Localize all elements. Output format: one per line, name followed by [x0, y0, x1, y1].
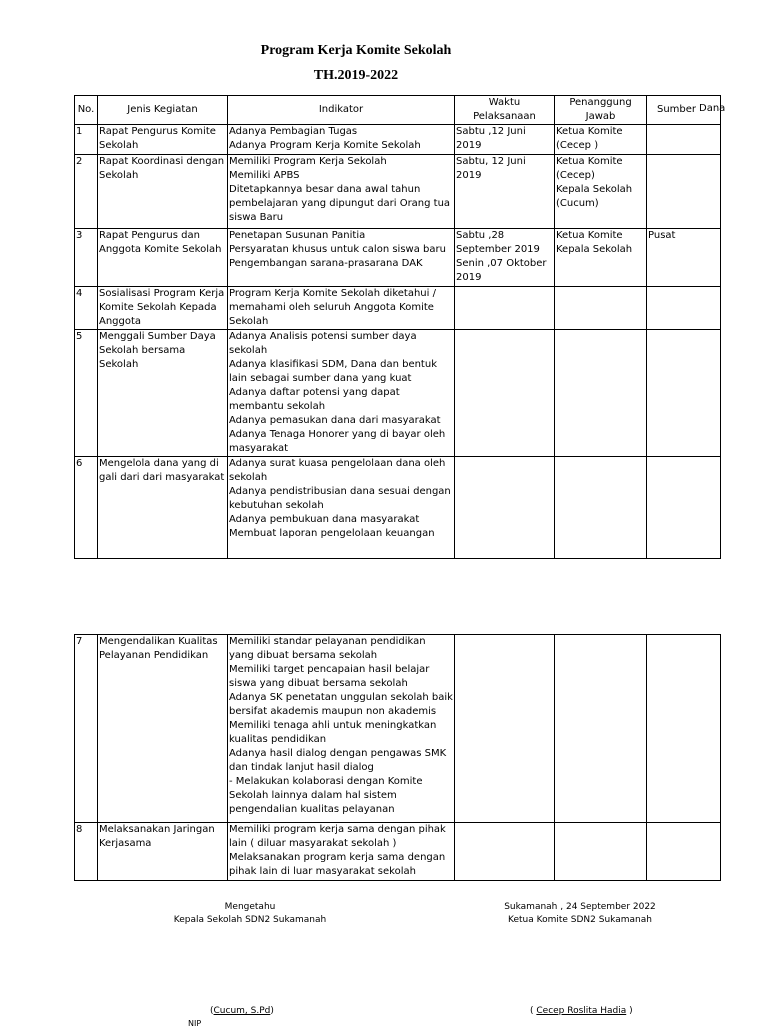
row-indikator	[228, 635, 455, 823]
signature-left-position: Kepala Sekolah SDN2 Sukamanah	[173, 915, 327, 925]
row-indikator-line: Adanya Tenaga Honorer yang di bayar oleh masyarakat	[229, 429, 446, 454]
row-indikator-line: Pengembangan sarana-prasarana DAK	[229, 258, 423, 269]
row-penanggung-jawab-line: Kepala Sekolah	[556, 244, 633, 255]
row-indikator	[228, 457, 455, 559]
row-waktu-pelaksanaan	[455, 635, 555, 823]
document-subtitle: TH.2019-2022	[313, 68, 399, 83]
row-indikator	[228, 287, 455, 330]
row-number: 5	[75, 330, 98, 457]
row-sumber-dana	[647, 330, 721, 457]
signature-left-name: (Cucum, S.Pd)	[210, 1006, 274, 1016]
row-indikator-line: Adanya pendistribusian dana sesuai dengan kebutuhan sekolah	[229, 486, 451, 511]
table-row	[75, 287, 721, 330]
row-number: 8	[75, 823, 98, 881]
row-jenis-kegiatan: Melaksanakan Jaringan Kerjasama	[98, 823, 228, 881]
row-indikator	[228, 229, 455, 287]
row-indikator-line: Penetapan Susunan Panitia	[229, 230, 366, 241]
row-indikator-line: Memiliki standar pelayanan pendidikan yang dibuat bersama sekolah	[229, 636, 426, 661]
row-waktu-pelaksanaan	[455, 287, 555, 330]
row-penanggung-jawab-line: (Cecep)	[556, 170, 595, 181]
row-penanggung-jawab	[555, 125, 647, 155]
row-waktu-pelaksanaan: Sabtu ,28 September 2019 Senin ,07 Oktober 2019	[455, 229, 555, 287]
row-jenis-kegiatan: Mengendalikan Kualitas Pelayanan Pendidikan	[98, 635, 228, 823]
row-indikator-line: Membuat laporan pengelolaan keuangan	[229, 528, 435, 539]
row-jenis-kegiatan: Sosialisasi Program Kerja Komite Sekolah Kepada Anggota	[98, 287, 228, 330]
row-penanggung-jawab	[555, 229, 647, 287]
row-number: 3	[75, 229, 98, 287]
table-row	[75, 155, 721, 229]
row-indikator-line: Memiliki APBS	[229, 170, 300, 181]
row-sumber-dana: Pusat	[647, 229, 721, 287]
row-indikator-line: Adanya pemasukan dana dari masyarakat	[229, 415, 441, 426]
row-indikator-line: Memiliki Program Kerja Sekolah	[229, 156, 387, 167]
table-row	[75, 229, 721, 287]
header-jenis-kegiatan: Jenis Kegiatan	[98, 96, 228, 125]
row-penanggung-jawab-line: Ketua Komite	[556, 156, 623, 167]
row-sumber-dana	[647, 155, 721, 229]
row-jenis-kegiatan: Menggali Sumber Daya Sekolah bersama Sekolah	[98, 330, 228, 457]
row-sumber-dana	[647, 457, 721, 559]
row-indikator-line: Adanya klasifikasi SDM, Dana dan bentuk lain sebagai sumber dana yang kuat	[229, 359, 437, 384]
row-indikator-line: Memiliki target pencapaian hasil belajar siswa yang dibuat bersama sekolah	[229, 664, 430, 689]
row-indikator-line: Adanya Pembagian Tugas	[229, 126, 358, 137]
row-sumber-dana	[647, 823, 721, 881]
row-indikator-line: Program Kerja Komite Sekolah diketahui / memahami oleh seluruh Anggota Komite Sekolah	[229, 288, 436, 327]
row-jenis-kegiatan: Rapat Koordinasi dengan Sekolah	[98, 155, 228, 229]
table-body	[75, 125, 721, 559]
row-sumber-dana	[647, 125, 721, 155]
header-penanggung-jawab: Penanggung Jawab	[555, 96, 647, 125]
signature-left-nip: NIP	[188, 1019, 202, 1028]
table-row	[75, 823, 721, 881]
row-penanggung-jawab	[555, 457, 647, 559]
row-number: 6	[75, 457, 98, 559]
signature-right-name: ( Cecep Roslita Hadia )	[530, 1006, 633, 1016]
signature-left-caption: Mengetahu	[224, 902, 276, 912]
left-name-text: Cucum, S.Pd	[213, 1006, 271, 1016]
right-name-text: Cecep Roslita Hadia	[536, 1006, 627, 1016]
row-penanggung-jawab	[555, 330, 647, 457]
table-row	[75, 330, 721, 457]
row-penanggung-jawab-line: (Cecep )	[556, 140, 599, 151]
row-penanggung-jawab-line: Ketua Komite	[556, 230, 623, 241]
row-waktu-pelaksanaan: Sabtu, 12 Juni 2019	[455, 155, 555, 229]
row-waktu-pelaksanaan	[455, 823, 555, 881]
program-table	[74, 95, 721, 559]
row-indikator	[228, 823, 455, 881]
row-indikator-line: Melaksanakan program kerja sama dengan pihak lain di luar masyarakat sekolah	[229, 852, 446, 877]
header-no: No.	[75, 96, 98, 125]
program-table-continued	[74, 634, 721, 881]
row-indikator-line: Adanya surat kuasa pengelolaan dana oleh sekolah	[229, 458, 446, 483]
table-row	[75, 635, 721, 823]
row-waktu-pelaksanaan: Sabtu ,12 Juni 2019	[455, 125, 555, 155]
row-jenis-kegiatan: Rapat Pengurus Komite Sekolah	[98, 125, 228, 155]
signature-place-date: Sukamanah , 24 September 2022	[504, 902, 656, 912]
row-indikator-line: Adanya hasil dialog dengan pengawas SMK dan tindak lanjut hasil dialog	[229, 748, 447, 773]
signature-right-position: Ketua Komite SDN2 Sukamanah	[508, 915, 652, 925]
row-penanggung-jawab	[555, 635, 647, 823]
row-penanggung-jawab	[555, 823, 647, 881]
row-indikator-line: Ditetapkannya besar dana awal tahun pembelajaran yang dipungut dari Orang tua siswa Baru	[229, 184, 451, 223]
row-jenis-kegiatan: Rapat Pengurus dan Anggota Komite Sekolah	[98, 229, 228, 287]
table-body-continued	[75, 635, 721, 881]
row-penanggung-jawab	[555, 155, 647, 229]
row-indikator-line: Adanya pembukuan dana masyarakat	[229, 514, 420, 525]
row-penanggung-jawab-line: Kepala Sekolah	[556, 184, 633, 195]
row-number: 4	[75, 287, 98, 330]
header-dana: Dana	[699, 103, 726, 114]
row-indikator	[228, 125, 455, 155]
row-penanggung-jawab-line: Ketua Komite	[556, 126, 623, 137]
row-indikator-line: Memiliki program kerja sama dengan pihak lain ( diluar masyarakat sekolah )	[229, 824, 446, 849]
row-indikator-line: Adanya Analisis potensi sumber daya sekolah	[229, 331, 417, 356]
row-indikator-line: Memiliki tenaga ahli untuk meningkatkan kualitas pendidikan	[229, 720, 437, 745]
header-indikator: Indikator	[228, 96, 455, 125]
row-penanggung-jawab-line: (Cucum)	[556, 198, 599, 209]
row-indikator-line: Adanya Program Kerja Komite Sekolah	[229, 140, 421, 151]
header-sumber: Sumber	[647, 96, 721, 125]
row-indikator-line: Persyaratan khusus untuk calon siswa baru	[229, 244, 446, 255]
row-jenis-kegiatan: Mengelola dana yang di gali dari dari masyarakat	[98, 457, 228, 559]
row-waktu-pelaksanaan	[455, 330, 555, 457]
row-indikator-line: Adanya SK penetatan unggulan sekolah baik bersifat akademis maupun non akademis	[229, 692, 453, 717]
row-number: 2	[75, 155, 98, 229]
row-indikator-line: - Melakukan kolaborasi dengan Komite Sekolah lainnya dalam hal sistem pengendalian kualitas pelayanan	[229, 776, 423, 815]
header-waktu-pelaksanaan: Waktu Pelaksanaan	[455, 96, 555, 125]
row-number: 1	[75, 125, 98, 155]
row-sumber-dana	[647, 635, 721, 823]
row-penanggung-jawab	[555, 287, 647, 330]
row-waktu-pelaksanaan	[455, 457, 555, 559]
row-number: 7	[75, 635, 98, 823]
row-indikator-line: Adanya daftar potensi yang dapat membantu sekolah	[229, 387, 400, 412]
row-sumber-dana	[647, 287, 721, 330]
table-row	[75, 125, 721, 155]
table-header-row	[75, 96, 721, 125]
row-indikator	[228, 330, 455, 457]
table-row	[75, 457, 721, 559]
row-indikator	[228, 155, 455, 229]
document-title: Program Kerja Komite Sekolah	[260, 43, 452, 58]
